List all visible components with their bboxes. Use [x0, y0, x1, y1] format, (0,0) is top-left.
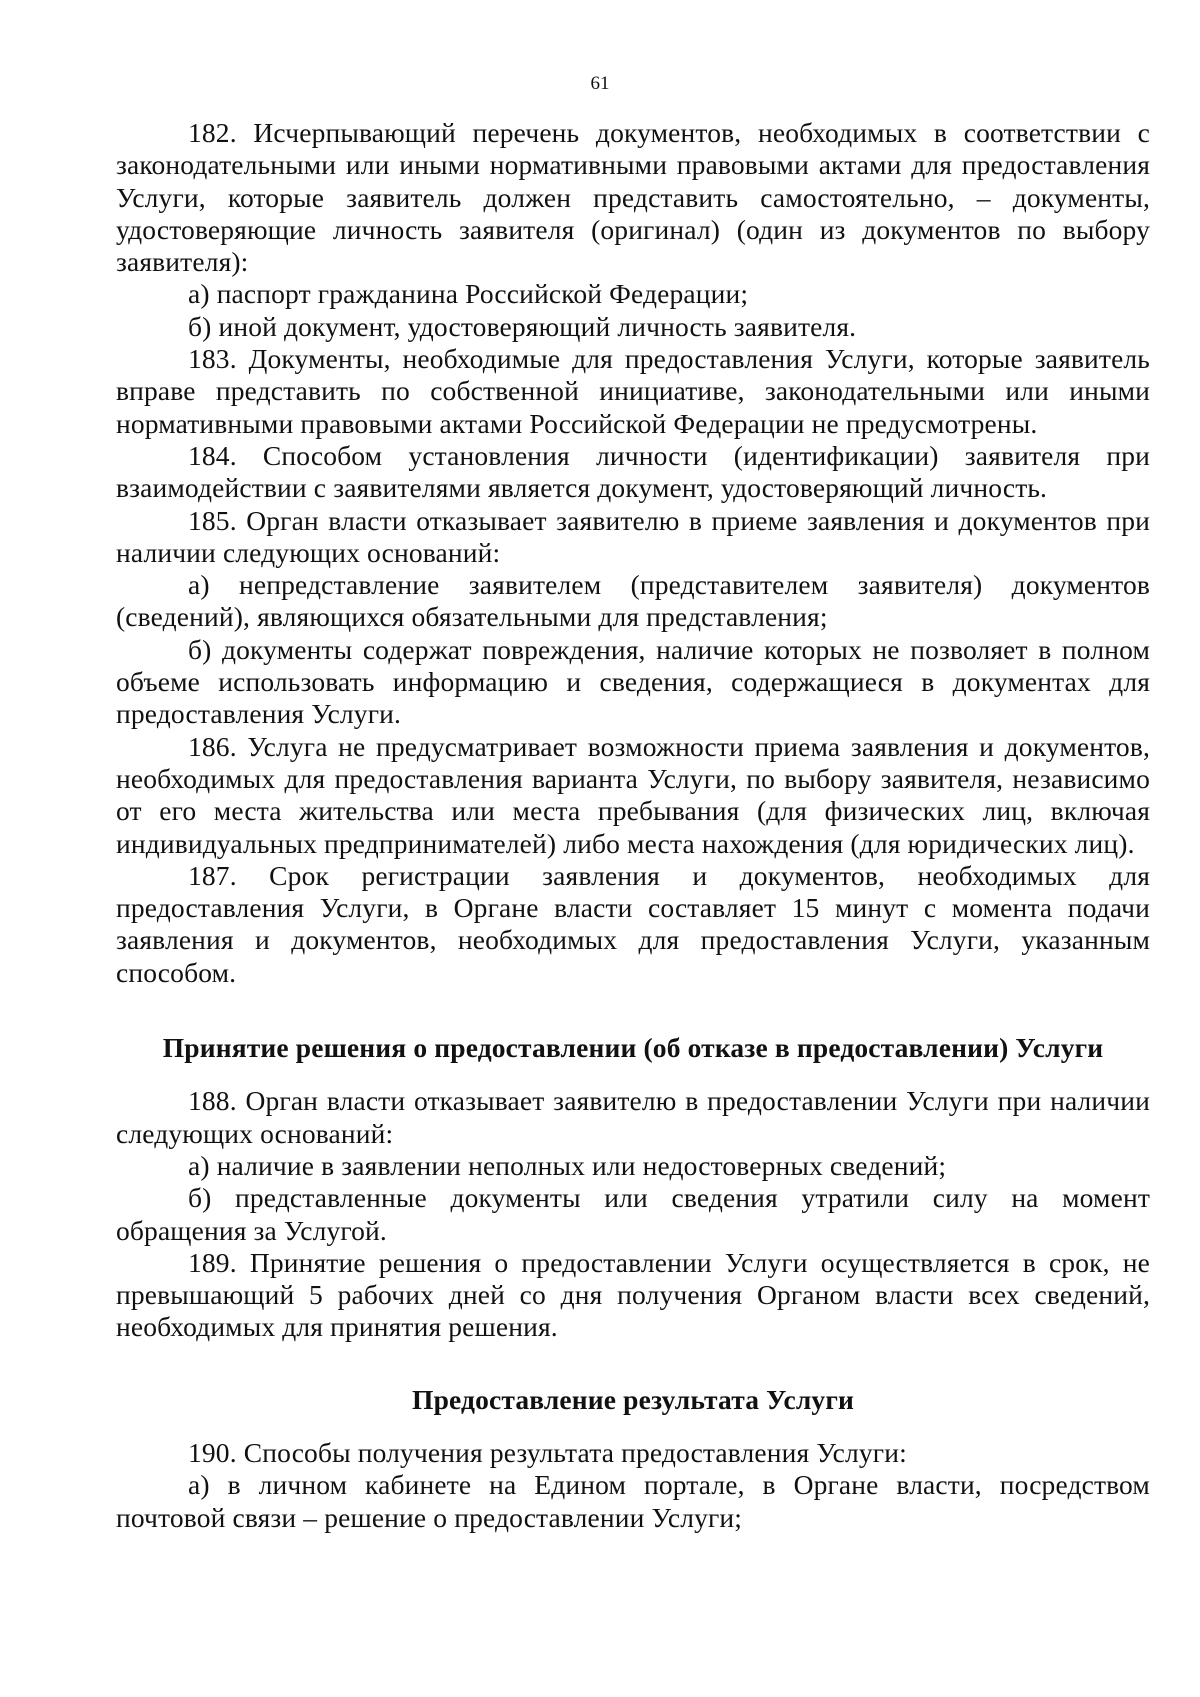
paragraph-187: 187. Срок регистрации заявления и документов, необходимых для предоставления Услуги, в Органе власти составляет 15 минут с момента подачи заявления и документов, необходимых для предоставления Услуги, указанным способом.	[116, 859, 1150, 988]
paragraph-183: 183. Документы, необходимые для предоставления Услуги, которые заявитель вправе представить по собственной инициативе, законодательными или иными нормативными правовыми актами Российской Федерации не предусмотрены.	[116, 343, 1150, 439]
paragraph-190-a: а) в личном кабинете на Едином портале, в Органе власти, посредством почтовой связи – решение о предоставлении Услуги;	[116, 1469, 1150, 1533]
paragraph-188: 188. Орган власти отказывает заявителю в предоставлении Услуги при наличии следующих оснований:	[116, 1085, 1150, 1149]
paragraph-182-a: а) паспорт гражданина Российской Федерации;	[188, 278, 749, 310]
document-body	[116, 117, 1150, 1534]
section-heading-decision: Принятие решения о предоставлении (об отказе в предоставлении) Услуги	[162, 1032, 1104, 1064]
paragraph-184: 184. Способом установления личности (идентификации) заявителя при взаимодействии с заявителями является документ, удостоверяющий личность.	[116, 439, 1150, 504]
paragraph-185-b: б) документы содержат повреждения, наличие которых не позволяет в полном объеме использовать информацию и сведения, содержащиеся в документах для предоставления Услуги.	[116, 633, 1150, 730]
paragraph-188-a: а) наличие в заявлении неполных или недостоверных сведений;	[188, 1149, 947, 1181]
section-heading-result: Предоставление результата Услуги	[412, 1383, 854, 1415]
paragraph-190: 190. Способы получения результата предоставления Услуги:	[188, 1436, 907, 1468]
paragraph-185: 185. Орган власти отказывает заявителю в приеме заявления и документов при наличии следующих оснований:	[116, 504, 1150, 568]
page-number: 61	[590, 73, 610, 94]
paragraph-182-b: б) иной документ, удостоверяющий личность заявителя.	[188, 310, 857, 342]
paragraph-189: 189. Принятие решения о предоставлении Услуги осуществляется в срок, не превышающий 5 рабочих дней со дня получения Органом власти всех сведений, необходимых для принятия решения.	[116, 1246, 1150, 1343]
paragraph-182: 182. Исчерпывающий перечень документов, необходимых в соответствии с законодательными или иными нормативными правовыми актами для предоставления Услуги, которые заявитель должен представить самостоятельно, – документы, удостоверяющие личность заявителя (оригинал) (один из документов по выбору заявителя):	[116, 117, 1150, 278]
paragraph-188-b: б) представленные документы или сведения утратили силу на момент обращения за Услугой.	[116, 1182, 1150, 1246]
paragraph-185-a: а) непредставление заявителем (представителем заявителя) документов (сведений), являющихся обязательными для представления;	[116, 569, 1150, 633]
paragraph-186: 186. Услуга не предусматривает возможности приема заявления и документов, необходимых для предоставления варианта Услуги, по выбору заявителя, независимо от его места жительства или места пребывания (для физических лиц, включая индивидуальных предпринимателей) либо места нахождения (для юридических лиц).	[116, 730, 1150, 859]
